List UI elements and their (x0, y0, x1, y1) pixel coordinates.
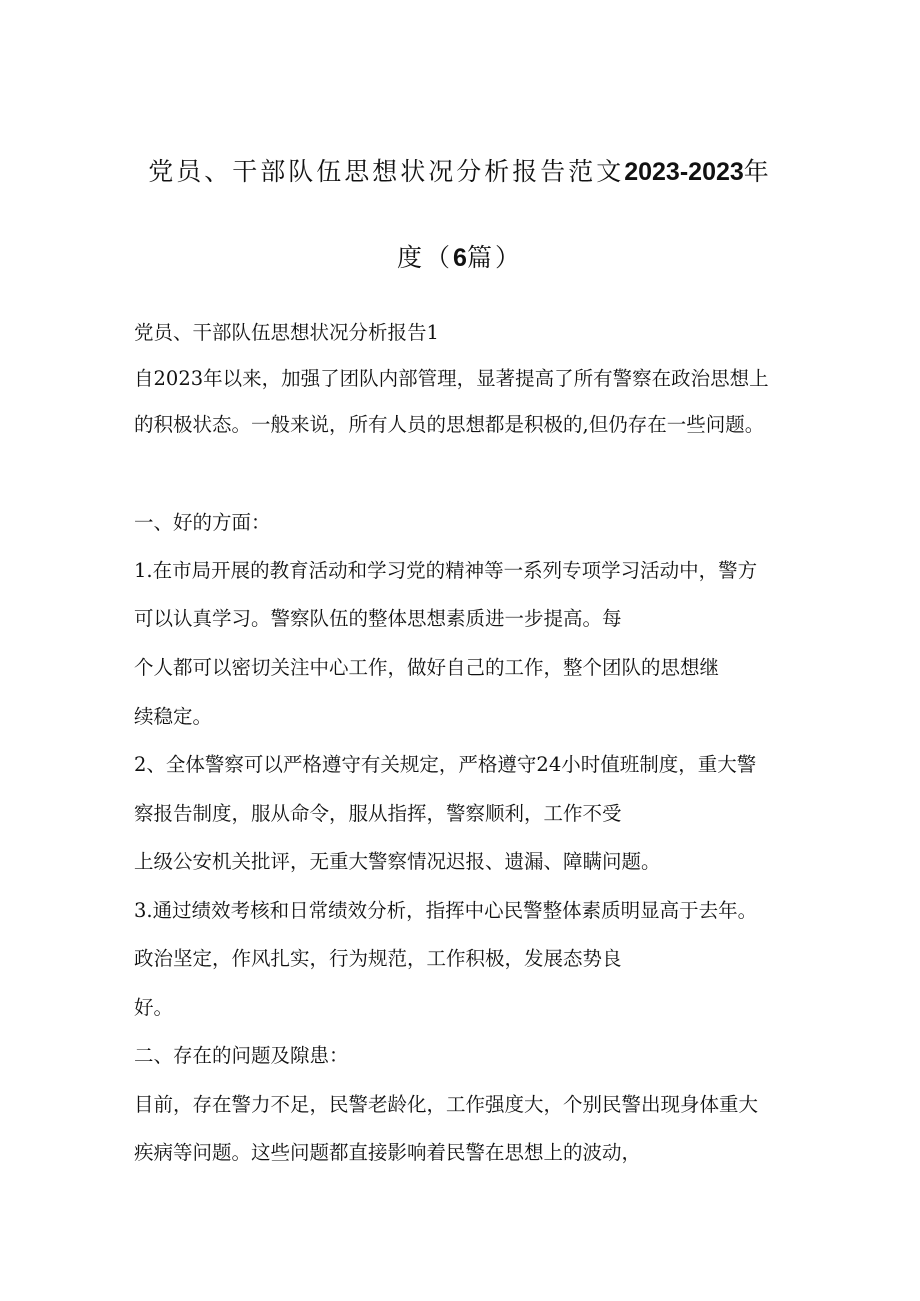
body-line: 好。 (134, 996, 174, 1019)
section-heading-problems: 二、存在的问题及隙患： (134, 1044, 349, 1067)
body-line: 自2023年以来，加强了团队内部管理，显著提高了所有警察在政治思想上 (134, 367, 769, 390)
body-line: 察报告制度，服从命令，服从指挥，警察顺利，工作不受 (134, 802, 622, 825)
body-line: 政治坚定，作风扎实，行为规范，工作积极，发展态势良 (134, 947, 622, 970)
body-line: 2、全体警察可以严格遵守有关规定，严格遵守24小时值班制度，重大警 (134, 753, 757, 776)
body-line: 1.在市局开展的教育活动和学习党的精神等一系列专项学习活动中，警方 (134, 559, 758, 582)
body-line: 个人都可以密切关注中心工作，做好自己的工作，整个团队的思想继 (134, 656, 720, 679)
body-line: 续稳定。 (134, 705, 213, 728)
title-line2-suffix: 篇） (466, 243, 523, 272)
section-heading-strengths: 一、好的方面： (134, 511, 271, 534)
title-text: 党员、干部队伍思想状况分析报告范文 (148, 157, 625, 186)
title-year-range: 2023-2023 (624, 158, 744, 186)
title-year-suffix: 年 (743, 157, 772, 186)
report-subtitle: 党员、干部队伍思想状况分析报告1 (134, 321, 439, 344)
title-count: 6 (453, 244, 467, 272)
body-line: 的积极状态。一般来说，所有人员的思想都是积极的,但仍存在一些问题。 (134, 413, 765, 436)
body-line: 3.通过绩效考核和日常绩效分析，指挥中心民警整体素质明显高于去年。 (134, 899, 758, 922)
document-title-line-2 (0, 238, 920, 274)
body-line: 疾病等问题。这些问题都直接影响着民警在思想上的波动， (134, 1141, 642, 1164)
document-title-line-1 (0, 152, 920, 188)
title-line2-prefix: 度（ (397, 243, 454, 272)
body-line: 目前，存在警力不足，民警老龄化，工作强度大，个别民警出现身体重大 (134, 1093, 759, 1116)
body-line: 可以认真学习。警察队伍的整体思想素质进一步提高。每 (134, 607, 622, 630)
body-line: 上级公安机关批评，无重大警察情况迟报、遗漏、障瞒问题。 (134, 850, 661, 873)
